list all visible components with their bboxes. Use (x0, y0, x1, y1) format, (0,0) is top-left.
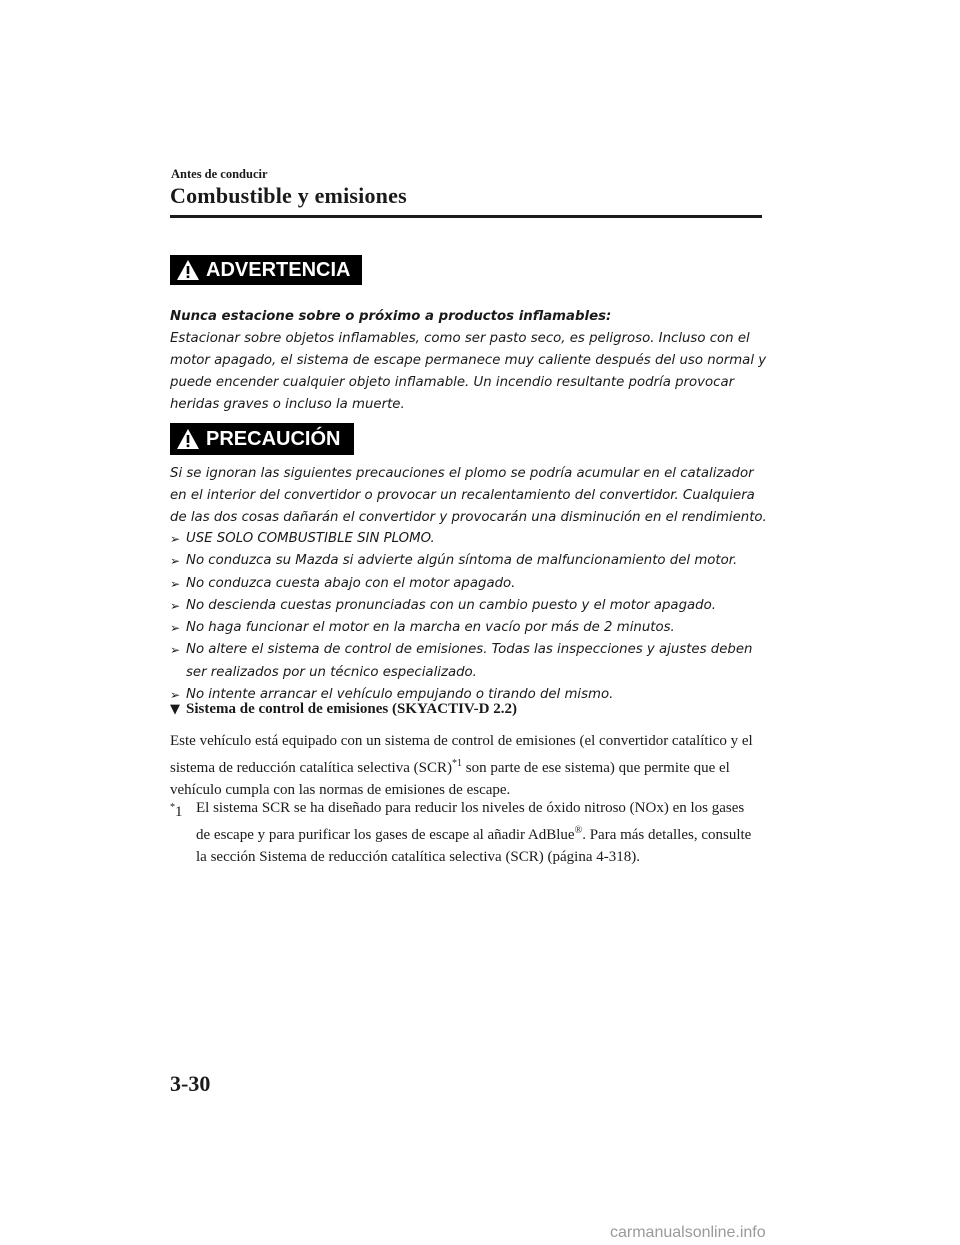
arrow-bullet-icon: ➢ (170, 621, 181, 636)
watermark: carmanualsonline.info (610, 1224, 766, 1241)
warning-heading: Nunca estacione sobre o próximo a productos inflamables: (170, 309, 612, 324)
list-item: ➢ No conduzca cuesta abajo con el motor apagado. (170, 573, 770, 595)
arrow-bullet-icon: ➢ (170, 688, 181, 703)
page-title: Combustible y emisiones (170, 183, 407, 208)
arrow-bullet-icon: ➢ (170, 598, 181, 613)
registered-mark: ® (574, 824, 583, 836)
arrow-bullet-icon: ➢ (170, 532, 181, 546)
triangle-down-icon: ▼ (170, 702, 180, 717)
caution-text: Si se ignoran las siguientes precauciones el plomo se podría acumular en el catalizador en el interior del convertidor o provocar un recalentamiento del convertidor. Cualquiera de las dos cosas dañarán el convertidor y provocarán una disminución en el rendimiento. (170, 466, 767, 525)
footnote-marker: *1 (170, 802, 183, 820)
warning-triangle-icon (176, 428, 200, 450)
warning-badge (170, 255, 362, 285)
arrow-bullet-icon: ➢ (170, 643, 181, 658)
section-label: Antes de conducir (171, 167, 268, 181)
list-item: ➢ No conduzca su Mazda si advierte algún síntoma de malfuncionamiento del motor. (170, 550, 770, 572)
list-item: ➢ No haga funcionar el motor en la marcha en vacío por más de 2 minutos. (170, 617, 770, 639)
list-item: ➢ No descienda cuestas pronunciadas con un cambio puesto y el motor apagado. (170, 595, 770, 617)
arrow-bullet-icon: ➢ (170, 576, 181, 591)
arrow-bullet-icon: ➢ (170, 554, 181, 569)
list-item: ➢ No intente arrancar el vehículo empujando o tirando del mismo. (170, 684, 770, 706)
caution-label: PRECAUCIÓN (206, 427, 341, 450)
footnote-ref: *1 (451, 757, 462, 769)
caution-badge (170, 423, 354, 455)
list-item: ➢ No altere el sistema de control de emisiones. Todas las inspecciones y ajustes deben ser realizados por un técnico especializado. (170, 639, 770, 684)
footnote: *1 El sistema SCR se ha diseñado para reducir los niveles de óxido nitroso (NOx) en los gases de escape y para purificar los gases de escape al añadir AdBlue®. Para más detalles, consulte la sección Sistema de reducción catalítica selectiva (SCR) (página 4-318). (170, 797, 760, 869)
warning-text: Estacionar sobre objetos inflamables, como ser pasto seco, es peligroso. Incluso con el motor apagado, el sistema de escape permanece muy caliente después del uso normal y puede encender cualquier objeto inflamable. Un incendio resultante podría provocar heridas graves o incluso la muerte. (170, 331, 767, 412)
warning-triangle-icon (176, 259, 200, 281)
list-item: ➢ USE SOLO COMBUSTIBLE SIN PLOMO. (170, 528, 770, 550)
warning-body (170, 306, 770, 416)
title-divider (170, 215, 762, 218)
caution-list (170, 528, 770, 706)
subsection-body: Este vehículo está equipado con un sistema de control de emisiones (el convertidor catalítico y el sistema de reducción catalítica selectiva (SCR)$^{*1}$ son parte de ese sistema) que permite que el vehículo cumpla con las normas de emisiones de escape. (170, 733, 753, 798)
page-number: 3-30 (170, 1071, 211, 1096)
warning-label: ADVERTENCIA (206, 258, 351, 281)
caution-body (170, 463, 770, 529)
subsection-heading: ▼ Sistema de control de emisiones (SKYACTIV-D 2.2) (170, 701, 517, 717)
